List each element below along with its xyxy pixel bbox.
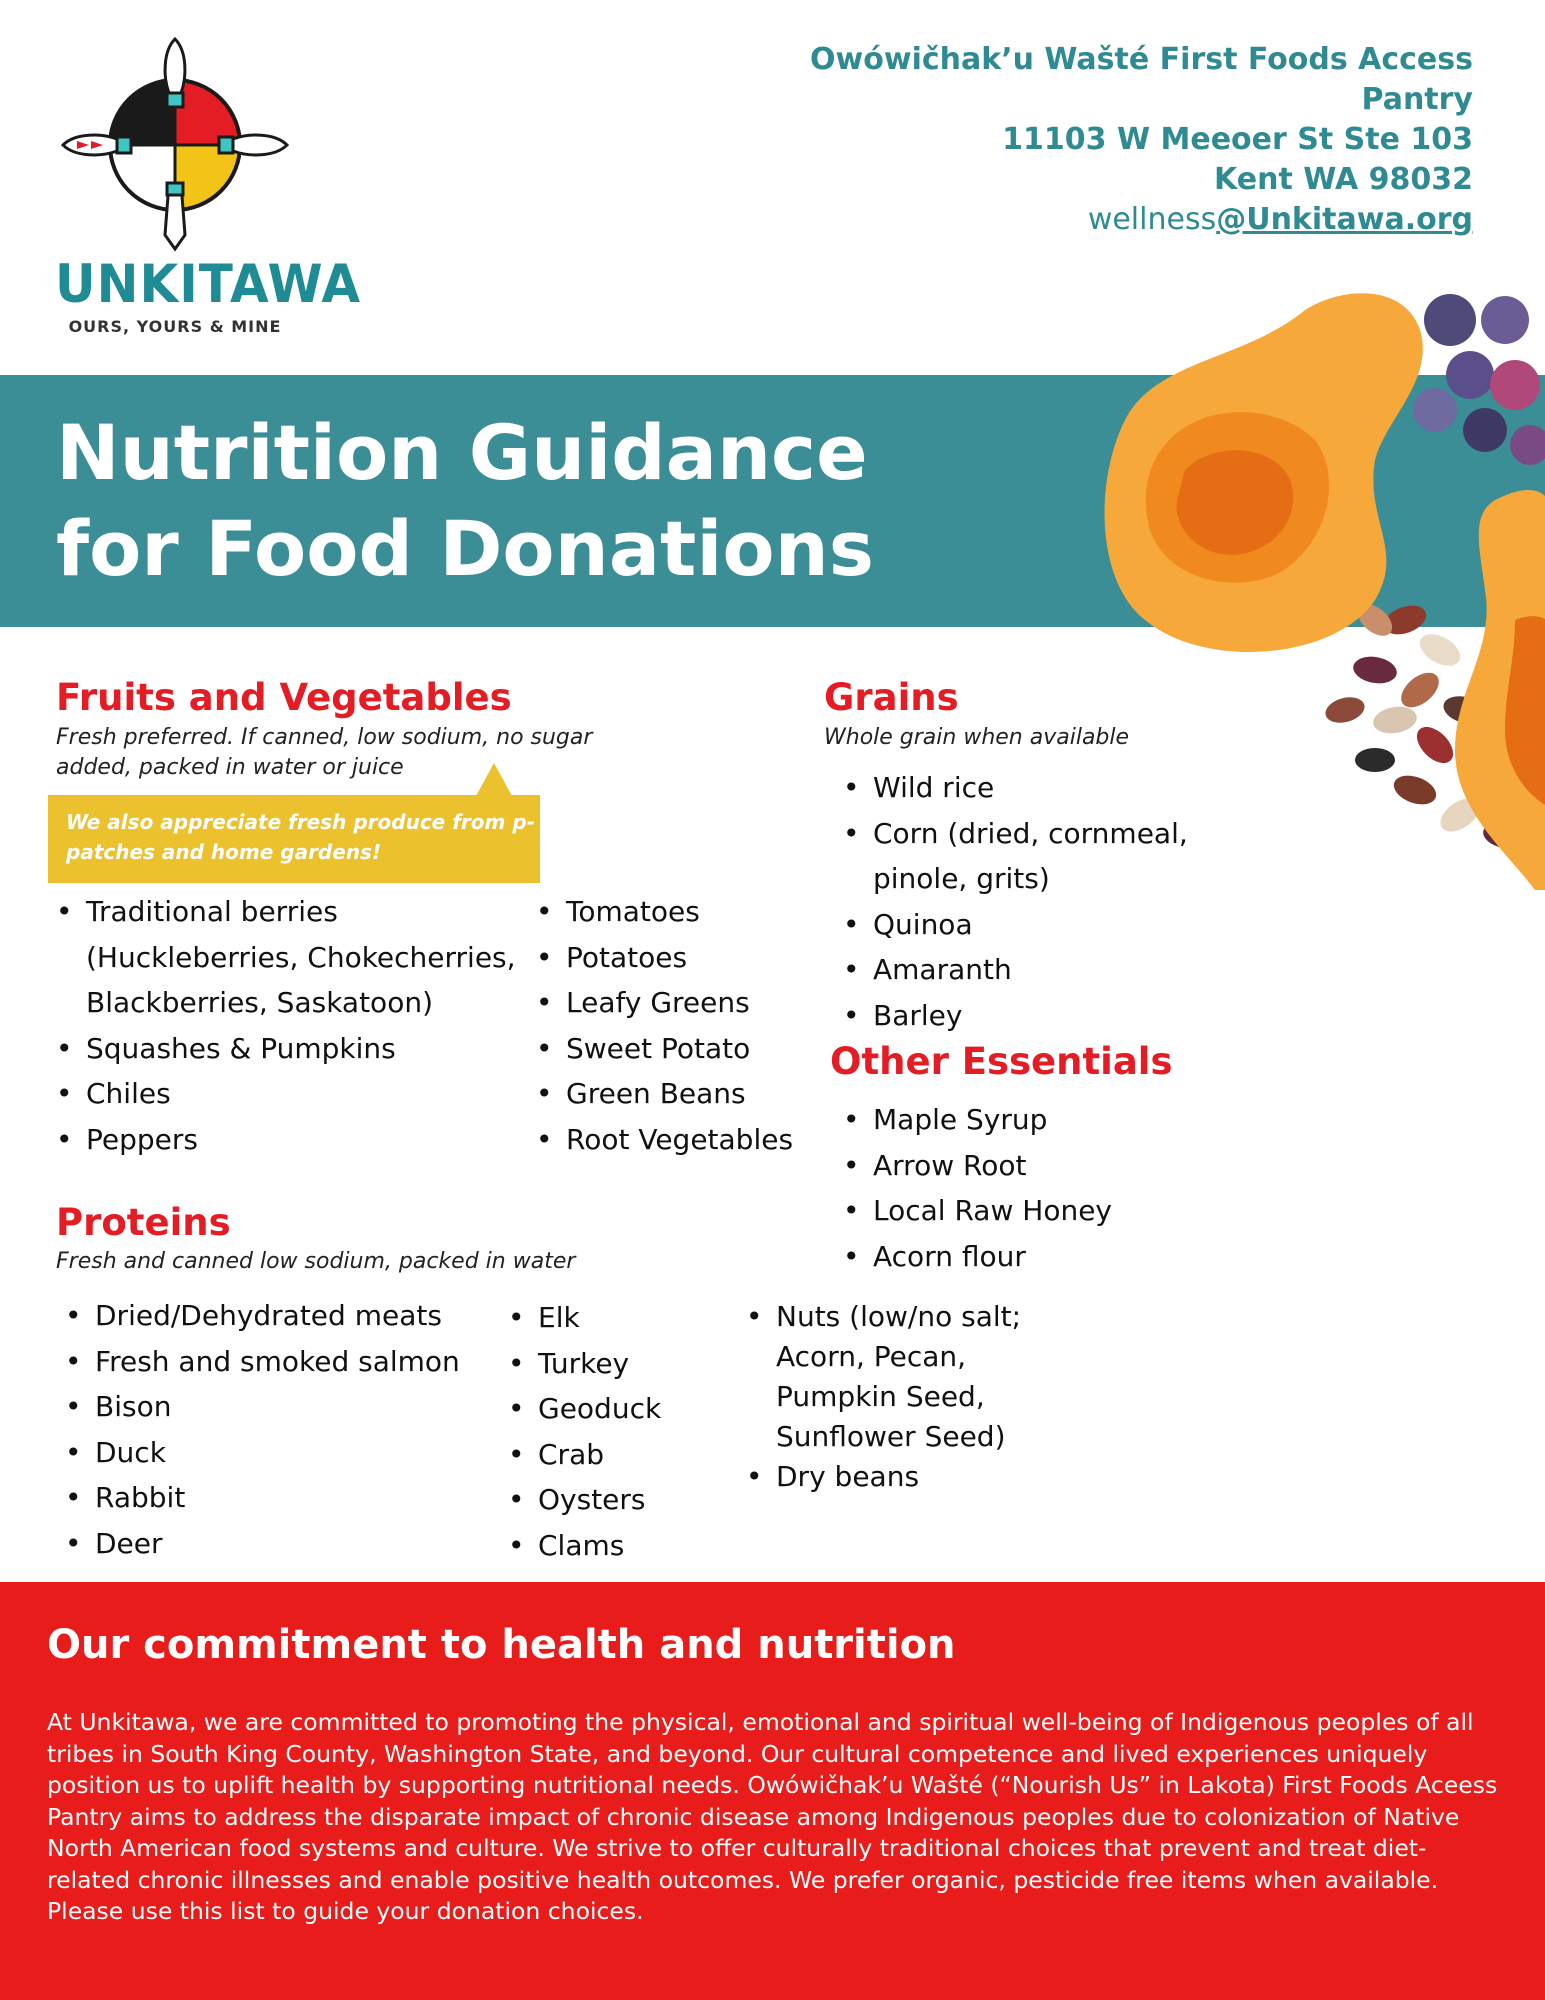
list-item: • Nuts (low/no salt; Acorn, Pecan, Pumpkin Seed, Sunflower Seed): [746, 1297, 1066, 1457]
organization-name-line1: Owówičhak’u Wašté First Foods Access: [810, 42, 1473, 77]
fruits-vegetables-note: Fresh preferred. If canned, low sodium, no sugar added, packed in water or juice: [56, 725, 593, 780]
email-user: wellness: [1087, 202, 1217, 237]
list-item: • Elk: [508, 1295, 728, 1341]
list-item: • Barley: [843, 993, 1223, 1039]
list-item: • Root Vegetables: [536, 1117, 836, 1163]
list-item: • Maple Syrup: [843, 1097, 1223, 1143]
list-item: • Peppers: [56, 1117, 536, 1163]
other-essentials-list: [843, 1097, 1223, 1279]
list-item: • Bison: [65, 1384, 505, 1430]
list-item: • Sweet Potato: [536, 1026, 836, 1072]
list-item: • Wild rice: [843, 765, 1223, 811]
organization-name-line2: Pantry: [1361, 82, 1473, 117]
list-item: • Tomatoes: [536, 889, 836, 935]
list-item: • Quinoa: [843, 902, 1223, 948]
other-essentials-heading: Other Essentials: [830, 1040, 1173, 1083]
list-item: • Squashes & Pumpkins: [56, 1026, 536, 1072]
proteins-heading: Proteins: [56, 1201, 231, 1244]
list-item: • Chiles: [56, 1071, 536, 1117]
commitment-heading: Our commitment to health and nutrition: [47, 1622, 956, 1668]
list-item: • Geoduck: [508, 1386, 728, 1432]
list-item: • Duck: [65, 1430, 505, 1476]
fruits-vegetables-list-1: [56, 889, 536, 1162]
fruits-vegetables-list-2: [536, 889, 836, 1162]
list-item: • Amaranth: [843, 947, 1223, 993]
list-item: • Potatoes: [536, 935, 836, 981]
logo-tagline: OURS, YOURS & MINE: [68, 317, 282, 336]
list-item: • Acorn flour: [843, 1234, 1223, 1280]
page-title-line2: for Food Donations: [56, 504, 874, 593]
list-item: • Fresh and smoked salmon: [65, 1339, 505, 1385]
list-item: • Dry beans: [746, 1457, 1066, 1497]
list-item: • Crab: [508, 1432, 728, 1478]
logo-wordmark: UNKITAWA: [55, 253, 362, 315]
list-item: • Deer: [65, 1521, 505, 1567]
proteins-list-3: [746, 1297, 1066, 1497]
proteins-note: Fresh and canned low sodium, packed in water: [56, 1249, 576, 1274]
list-item: • Traditional berries (Huckleberries, Chokecherries, Blackberries, Saskatoon): [56, 889, 536, 1026]
callout-pointer: [476, 763, 512, 796]
unkitawa-logo: [55, 35, 362, 336]
commitment-footer: [0, 1582, 1545, 2000]
list-item: • Oysters: [508, 1477, 728, 1523]
list-item: • Local Raw Honey: [843, 1188, 1223, 1234]
fruits-vegetables-heading: Fruits and Vegetables: [56, 676, 512, 719]
list-item: • Arrow Root: [843, 1143, 1223, 1189]
list-item: • Clams: [508, 1523, 728, 1569]
contact-block: [713, 40, 1473, 240]
medicine-wheel-icon: [55, 35, 295, 255]
commitment-body: At Unkitawa, we are committed to promoting the physical, emotional and spiritual well-being of Indigenous peoples of all tribes in South King County, Washington State, and beyond. Our cultural competence and lived experiences uniquely position us to uplift health by supporting nutritional needs. Owówičhak’u Wašté (“Nourish Us” in Lakota) First Foods Aceess Pantry aims to address the disparate impact of chronic disease among Indigenous peoples due to colonization of Native North American food systems and culture. We strive to offer culturally traditional choices that prevent and treat diet-related chronic illnesses and enable positive health outcomes. We prefer organic, pesticide free items when available. Please use this list to guide your donation choices.: [47, 1708, 1498, 1925]
list-item: • Green Beans: [536, 1071, 836, 1117]
city-state-zip: Kent WA 98032: [1214, 162, 1473, 197]
berries-icon: [1413, 294, 1545, 465]
grains-heading: Grains: [824, 676, 959, 719]
page-title: [56, 405, 874, 597]
proteins-list-1: [65, 1293, 505, 1566]
list-item: • Rabbit: [65, 1475, 505, 1521]
proteins-list-2: [508, 1295, 728, 1568]
list-item: • Corn (dried, cornmeal, pinole, grits): [843, 811, 1223, 902]
grains-list: [843, 765, 1223, 1038]
email-link[interactable]: [713, 200, 1473, 240]
street-address: 11103 W Meeoer St Ste 103: [1002, 122, 1473, 157]
grains-note: Whole grain when available: [824, 725, 1130, 750]
list-item: • Turkey: [508, 1341, 728, 1387]
page-title-line1: Nutrition Guidance: [56, 408, 868, 497]
list-item: • Dried/Dehydrated meats: [65, 1293, 505, 1339]
home-garden-callout-text: We also appreciate fresh produce from p-patches and home gardens!: [66, 810, 535, 864]
email-domain: @Unkitawa.org: [1216, 202, 1473, 237]
list-item: • Leafy Greens: [536, 980, 836, 1026]
